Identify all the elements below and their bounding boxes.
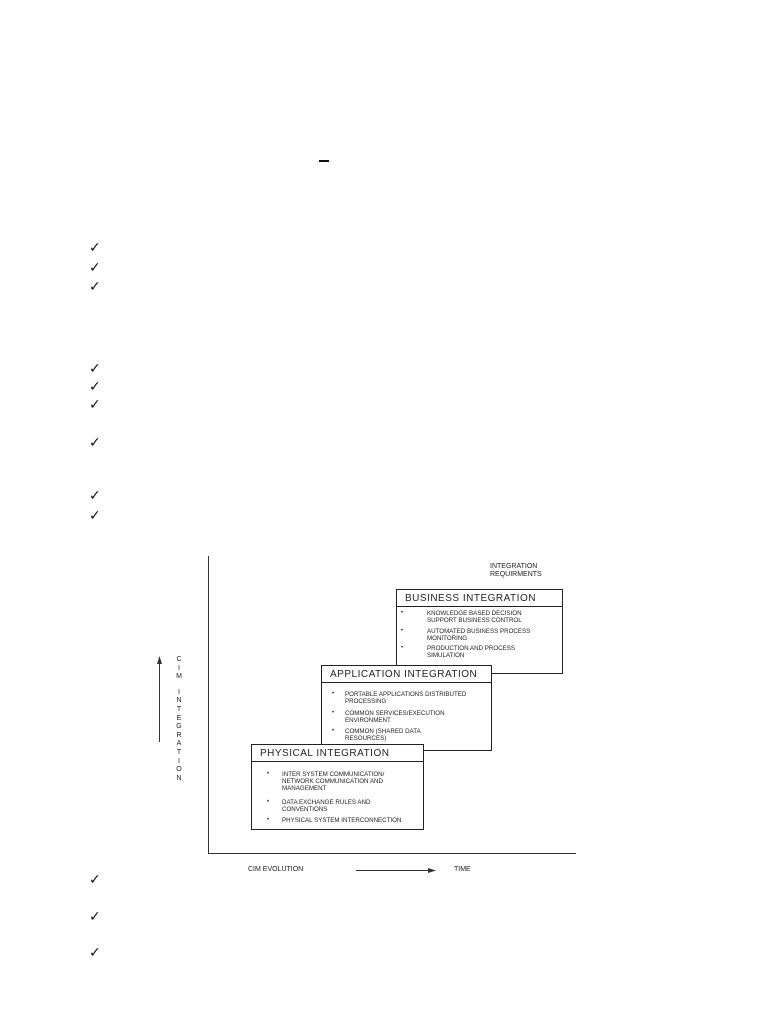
y-axis-label-char: T — [176, 749, 182, 756]
physical-integration-box — [251, 744, 424, 830]
bullet-icon: • — [332, 691, 335, 697]
x-axis-end-label: TIME — [454, 866, 471, 873]
y-axis-label-char: M — [176, 673, 182, 681]
checkmark-icon: ✓ — [89, 279, 101, 295]
checkmark-icon: ✓ — [89, 945, 101, 961]
x-axis-label: CIM EVOLUTION — [248, 866, 304, 873]
y-axis-label-char: C — [176, 656, 182, 663]
bullet-icon: • — [267, 771, 270, 777]
y-axis-label-char: O — [176, 766, 182, 774]
list-item: PRODUCTION AND PROCESS SIMULATION — [427, 645, 516, 659]
y-axis-label-char: R — [176, 731, 182, 739]
application-integration-box — [321, 665, 492, 751]
bullet-icon: • — [401, 645, 404, 651]
requirements-label-line1: INTEGRATION — [490, 563, 538, 570]
list-item: PORTABLE APPLICATIONS DISTRIBUTED PROCESSING — [345, 691, 467, 705]
y-axis-label-char: N — [176, 697, 182, 705]
y-axis-label-char: A — [176, 740, 182, 748]
application-integration-title: APPLICATION INTEGRATION — [322, 666, 491, 683]
checkmark-icon: ✓ — [89, 909, 101, 925]
y-axis-label-char: N — [176, 774, 182, 782]
checkmark-icon: ✓ — [89, 488, 101, 504]
y-axis-label-char: G — [176, 723, 182, 731]
bullet-icon: • — [401, 628, 404, 634]
y-axis-label-char: I — [178, 664, 180, 672]
checkmark-icon: ✓ — [89, 397, 101, 413]
checkmark-icon: ✓ — [89, 379, 101, 395]
list-item: AUTOMATED BUSINESS PROCESS MONITORING — [427, 628, 531, 642]
checkmark-icon: ✓ — [89, 240, 101, 256]
list-item: COMMON (SHARED DATA RESOURCES) — [345, 728, 421, 742]
bullet-icon: • — [332, 710, 335, 716]
list-item: INTER SYSTEM COMMUNICATION/ NETWORK COMMUNICATION AND MANAGEMENT — [282, 771, 385, 792]
list-item: COMMON SERVICES/EXECUTION ENVIRONMENT — [345, 710, 445, 724]
up-arrow-head — [157, 656, 162, 664]
list-item: PHYSICAL SYSTEM INTERCONNECTION — [282, 817, 402, 824]
checkmark-icon: ✓ — [89, 872, 101, 888]
bullet-icon: • — [401, 610, 404, 616]
checkmark-icon: ✓ — [89, 260, 101, 276]
list-item: KNOWLEDGE BASED DECISION SUPPORT BUSINESS CONTROL — [427, 610, 522, 624]
y-axis-label-char: E — [176, 714, 182, 722]
checkmark-icon: ✓ — [89, 361, 101, 377]
right-arrow-head — [428, 868, 436, 873]
y-axis-label-char: I — [178, 688, 180, 696]
bullet-icon: • — [332, 728, 335, 734]
y-axis-label-char: T — [176, 706, 182, 713]
bullet-icon: • — [267, 817, 270, 823]
checkmark-icon: ✓ — [89, 435, 101, 451]
list-item: DATA EXCHANGE RULES AND CONVENTIONS — [282, 799, 371, 813]
requirements-label-line2: REQUIRMENTS — [490, 571, 542, 578]
bullet-icon: • — [267, 799, 270, 805]
y-axis-label-char: I — [178, 757, 180, 765]
physical-integration-title: PHYSICAL INTEGRATION — [252, 745, 423, 762]
checkmark-icon: ✓ — [89, 508, 101, 524]
business-integration-box — [396, 589, 563, 674]
business-integration-title: BUSINESS INTEGRATION — [397, 590, 562, 607]
